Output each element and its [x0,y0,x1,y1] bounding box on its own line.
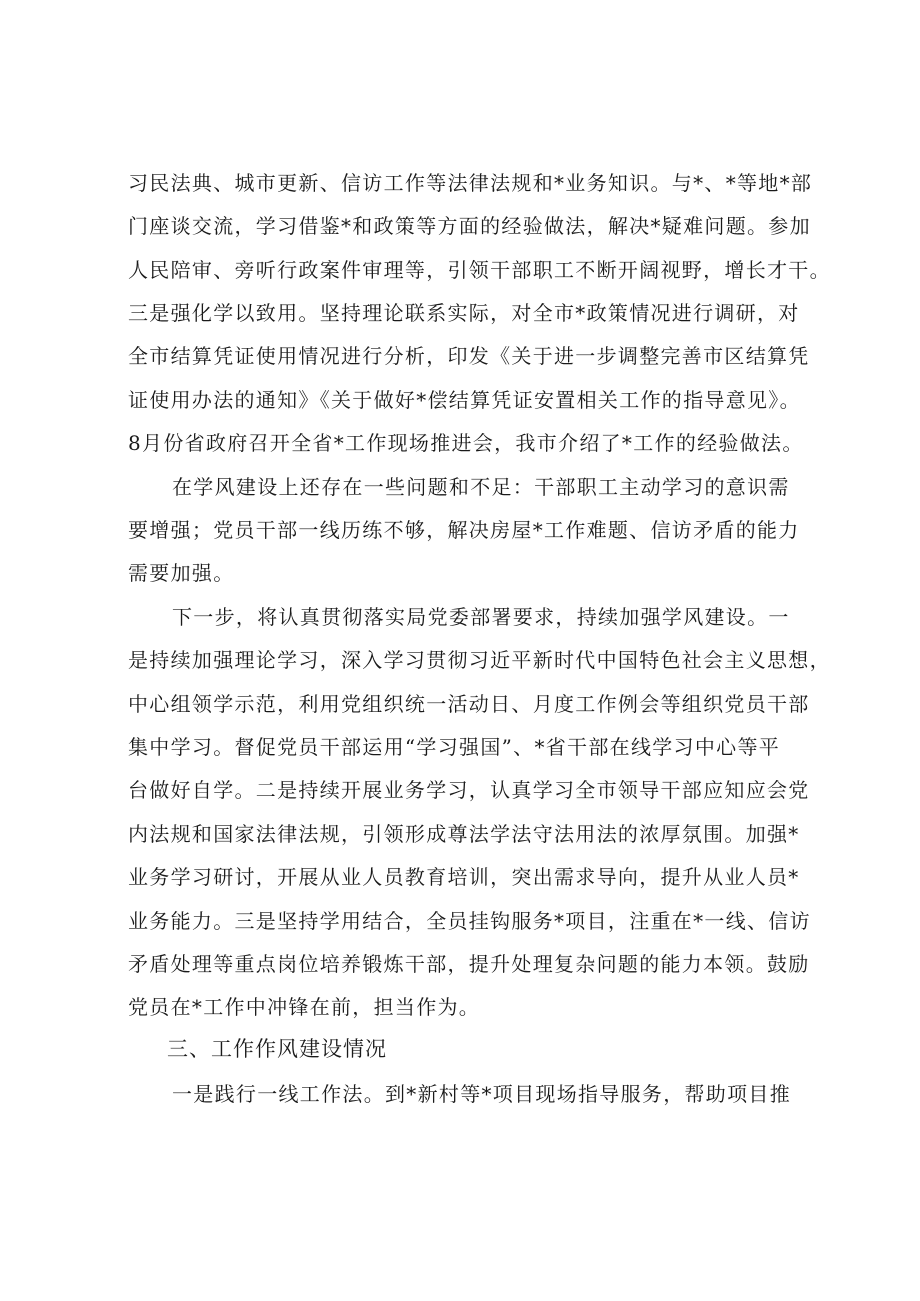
paragraph-first-line: 一是践行一线工作法。到*新村等*项目现场指导服务，帮助项目推 [172,1082,791,1106]
body-text-line: 集中学习。督促党员干部运用“学习强国”、*省干部在线学习中心等平 [128,735,781,759]
body-text-line: 业务学习研讨，开展从业人员教育培训，突出需求导向，提升从业人员* [128,865,800,889]
body-text-line: 8月份省政府召开全省*工作现场推进会，我市介绍了*工作的经验做法。 [128,431,804,455]
body-text-line: 要增强；党员干部一线历练不够，解决房屋*工作难题、信访矛盾的能力 [128,518,800,542]
body-text-line: 中心组领学示范，利用党组织统一活动日、月度工作例会等组织党员干部 [128,692,810,716]
paragraph-first-line: 在学风建设上还存在一些问题和不足：干部职工主动学习的意识需 [172,475,790,499]
body-text-line: 门座谈交流，学习借鉴*和政策等方面的经验做法，解决*疑难问题。参加 [128,214,811,238]
body-text-line: 内法规和国家法律法规，引领形成尊法学法守法用法的浓厚氛围。加强* [128,822,800,846]
body-text-line: 台做好自学。二是持续开展业务学习，认真学习全市领导干部应知应会党 [128,778,810,802]
body-text-line: 习民法典、城市更新、信访工作等法律法规和*业务知识。与*、*等地*部 [128,171,813,195]
body-text-line: 人民陪审、旁听行政案件审理等，引领干部职工不断开阔视野，增长才干。 [128,258,831,282]
body-text-line: 业务能力。三是坚持学用结合，全员挂钩服务*项目，注重在*一线、信访 [128,909,811,933]
paragraph-first-line: 下一步，将认真贯彻落实局党委部署要求，持续加强学风建设。一 [172,605,790,629]
body-text-line: 矛盾处理等重点岗位培养锻炼干部，提升处理复杂问题的能力本领。鼓励 [128,952,810,976]
body-text-line: 三是强化学以致用。坚持理论联系实际，对全市*政策情况进行调研，对 [128,301,800,325]
body-text-line: 是持续加强理论学习，深入学习贯彻习近平新时代中国特色社会主义思想， [128,648,831,672]
body-text-line: 证使用办法的通知》《关于做好*偿结算凭证安置相关工作的指导意见》。 [128,388,801,412]
body-text-line: 全市结算凭证使用情况进行分析，印发《关于进一步调整完善市区结算凭 [128,344,810,368]
body-text-line: 需要加强。 [128,561,235,585]
body-text-line: 党员在*工作中冲锋在前，担当作为。 [128,995,481,1019]
section-heading: 三、工作作风建设情况 [167,1037,387,1061]
